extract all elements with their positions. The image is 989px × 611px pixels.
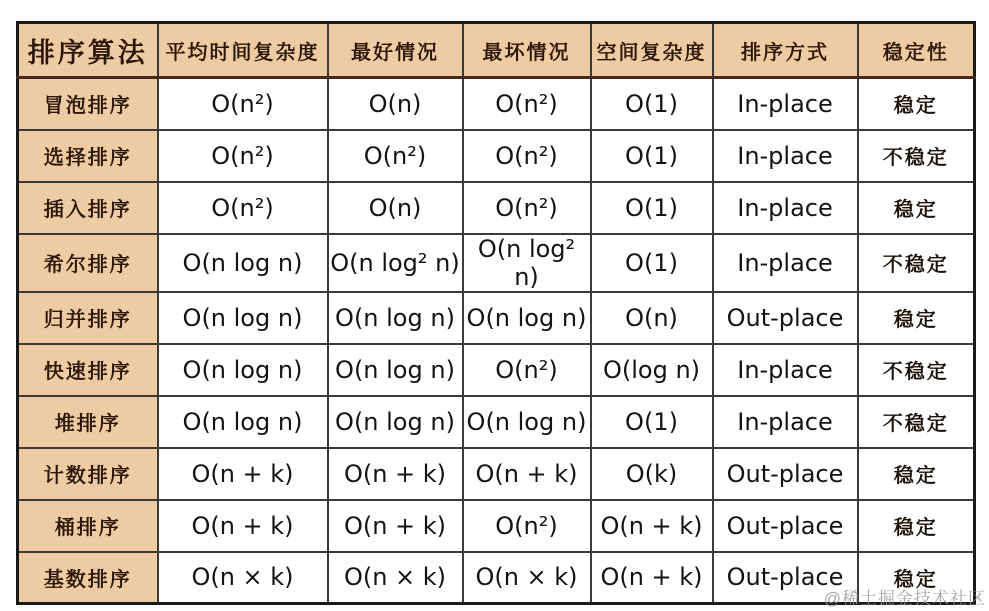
best-case-cell: O(n log² n): [328, 234, 463, 292]
stability-cell: 不稳定: [858, 344, 975, 396]
method-cell: In-place: [713, 396, 858, 448]
algorithm-name-cell: 快速排序: [18, 344, 158, 396]
avg-time-cell: O(n²): [158, 130, 328, 182]
header-algorithm: 排序算法: [18, 23, 158, 78]
header-worst-case: 最坏情况: [463, 23, 591, 78]
worst-case-cell: O(n log n): [463, 396, 591, 448]
juejin-watermark: @稀土掘金技术社区: [823, 589, 986, 608]
worst-case-cell: O(n × k): [463, 552, 591, 604]
space-cell: O(1): [591, 396, 713, 448]
space-cell: O(n + k): [591, 552, 713, 604]
stability-cell: 稳定: [858, 292, 975, 344]
stability-cell: 稳定: [858, 78, 975, 130]
table-row-counting-sort: [18, 448, 975, 500]
algorithm-name-cell: 归并排序: [18, 292, 158, 344]
space-cell: O(1): [591, 234, 713, 292]
table-row-quick-sort: [18, 344, 975, 396]
algorithm-name-cell: 冒泡排序: [18, 78, 158, 130]
algorithm-name-cell: 桶排序: [18, 500, 158, 552]
best-case-cell: O(n log n): [328, 344, 463, 396]
table-row-bubble-sort: [18, 78, 975, 130]
sorting-algorithms-table: [16, 21, 976, 605]
best-case-cell: O(n + k): [328, 500, 463, 552]
avg-time-cell: O(n log n): [158, 344, 328, 396]
header-best-case: 最好情况: [328, 23, 463, 78]
stability-cell: 不稳定: [858, 130, 975, 182]
stability-cell: 稳定: [858, 182, 975, 234]
avg-time-cell: O(n log n): [158, 234, 328, 292]
algorithm-name-cell: 计数排序: [18, 448, 158, 500]
algorithm-name-cell: 插入排序: [18, 182, 158, 234]
space-cell: O(log n): [591, 344, 713, 396]
worst-case-cell: O(n²): [463, 344, 591, 396]
space-cell: O(n): [591, 292, 713, 344]
space-cell: O(k): [591, 448, 713, 500]
stability-cell: 稳定: [858, 552, 975, 604]
best-case-cell: O(n × k): [328, 552, 463, 604]
worst-case-cell: O(n²): [463, 500, 591, 552]
header-method: 排序方式: [713, 23, 858, 78]
worst-case-cell: O(n + k): [463, 448, 591, 500]
avg-time-cell: O(n²): [158, 78, 328, 130]
best-case-cell: O(n): [328, 182, 463, 234]
table-row-insertion-sort: [18, 182, 975, 234]
avg-time-cell: O(n²): [158, 182, 328, 234]
algorithm-name-cell: 希尔排序: [18, 234, 158, 292]
stability-cell: 稳定: [858, 448, 975, 500]
best-case-cell: O(n²): [328, 130, 463, 182]
method-cell: In-place: [713, 78, 858, 130]
method-cell: In-place: [713, 234, 858, 292]
header-space: 空间复杂度: [591, 23, 713, 78]
method-cell: In-place: [713, 130, 858, 182]
best-case-cell: O(n log n): [328, 292, 463, 344]
avg-time-cell: O(n log n): [158, 396, 328, 448]
header-stability: 稳定性: [858, 23, 975, 78]
best-case-cell: O(n + k): [328, 448, 463, 500]
avg-time-cell: O(n + k): [158, 500, 328, 552]
avg-time-cell: O(n × k): [158, 552, 328, 604]
table-row-merge-sort: [18, 292, 975, 344]
space-cell: O(1): [591, 182, 713, 234]
avg-time-cell: O(n + k): [158, 448, 328, 500]
worst-case-cell: O(n²): [463, 130, 591, 182]
worst-case-cell: O(n²): [463, 78, 591, 130]
stability-cell: 不稳定: [858, 396, 975, 448]
stability-cell: 不稳定: [858, 234, 975, 292]
method-cell: In-place: [713, 344, 858, 396]
method-cell: Out-place: [713, 448, 858, 500]
avg-time-cell: O(n log n): [158, 292, 328, 344]
method-cell: Out-place: [713, 292, 858, 344]
method-cell: In-place: [713, 182, 858, 234]
space-cell: O(n + k): [591, 500, 713, 552]
table-row-selection-sort: [18, 130, 975, 182]
worst-case-cell: O(n log n): [463, 292, 591, 344]
header-avg-time: 平均时间复杂度: [158, 23, 328, 78]
best-case-cell: O(n): [328, 78, 463, 130]
table-row-shell-sort: [18, 234, 975, 292]
method-cell: Out-place: [713, 500, 858, 552]
algorithm-name-cell: 选择排序: [18, 130, 158, 182]
table-row-bucket-sort: [18, 500, 975, 552]
algorithm-name-cell: 堆排序: [18, 396, 158, 448]
method-cell: Out-place: [713, 552, 858, 604]
best-case-cell: O(n log n): [328, 396, 463, 448]
algorithm-name-cell: 基数排序: [18, 552, 158, 604]
stability-cell: 稳定: [858, 500, 975, 552]
table-row-heap-sort: [18, 396, 975, 448]
space-cell: O(1): [591, 130, 713, 182]
space-cell: O(1): [591, 78, 713, 130]
worst-case-cell: O(n log² n): [463, 234, 591, 292]
header-row: [18, 23, 975, 78]
worst-case-cell: O(n²): [463, 182, 591, 234]
